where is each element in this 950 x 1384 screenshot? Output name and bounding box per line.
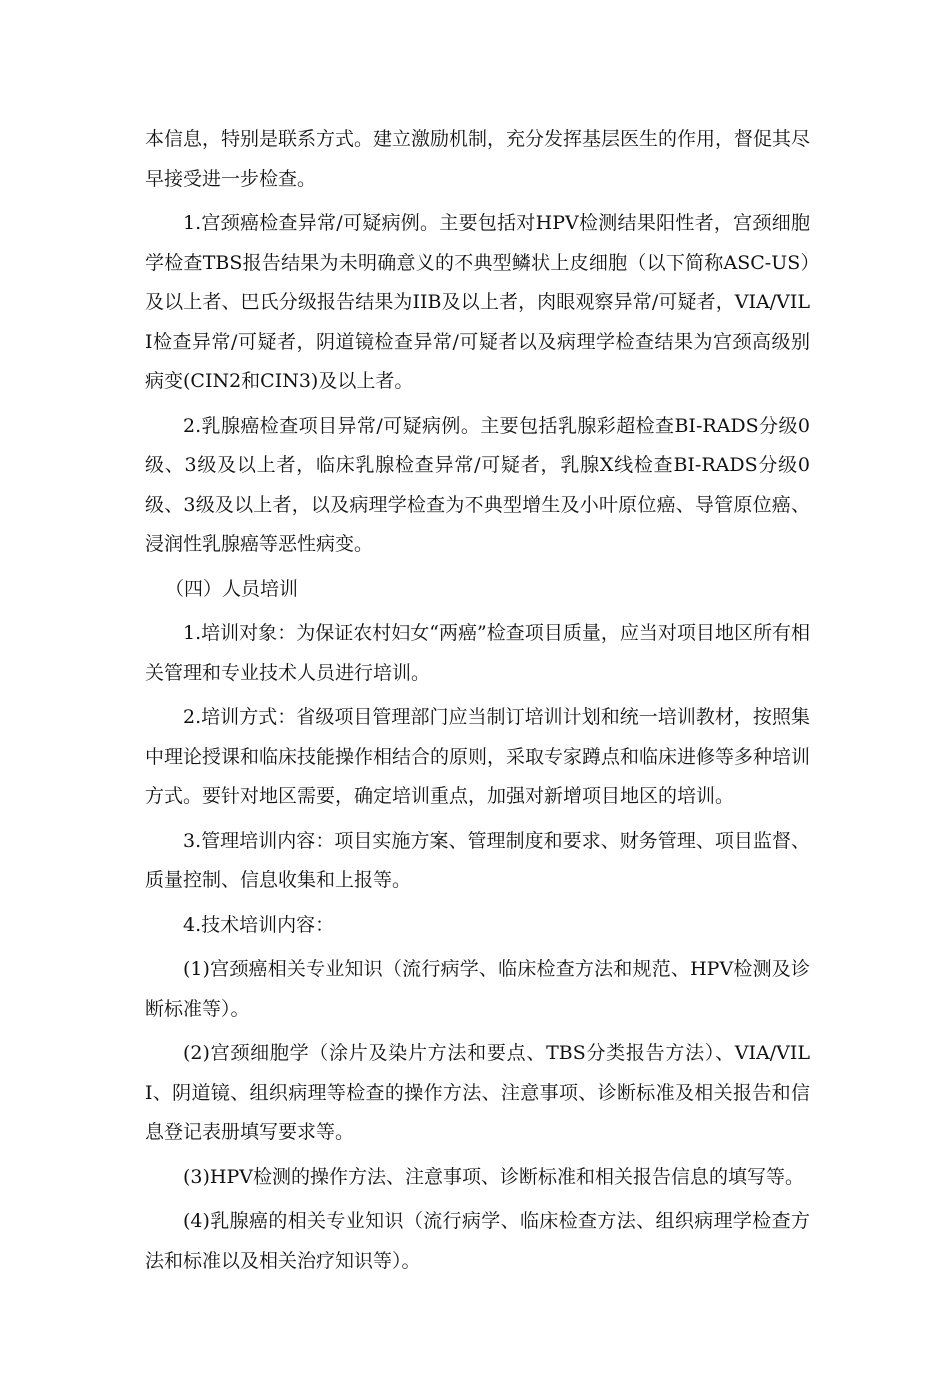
list-item-cervical-knowledge: (1)宫颈癌相关专业知识（流行病学、临床检查方法和规范、HPV检测及诊断标准等）。 <box>145 958 810 1020</box>
paragraph-contact-info: 本信息，特别是联系方式。建立激励机制，充分发挥基层医生的作用，督促其尽早接受进一步检查。 <box>145 128 811 190</box>
list-item-cervical-cytology: (2)宫颈细胞学（涂片及染片方法和要点、TBS分类报告方法）、VIA/VILI、阴道镜、组织病理等检查的操作方法、注意事项、诊断标准及相关报告和信息登记表册填写要求等。 <box>145 1042 810 1143</box>
section-heading-staff-training: （四）人员培训 <box>165 577 299 600</box>
list-item-breast-knowledge: (4)乳腺癌的相关专业知识（流行病学、临床检查方法、组织病理学检查方法和标准以及相关治疗知识等）。 <box>145 1210 810 1272</box>
paragraph-breast-abnormal-cases: 2.乳腺癌检查项目异常/可疑病例。主要包括乳腺彩超检查BI-RADS分级0级、3级及以上者，临床乳腺检查异常/可疑者，乳腺X线检查BI-RADS分级0级、3级及以上者，以及病理学检查为不典型增生及小叶原位癌、导管原位癌、浸润性乳腺癌等恶性病变。 <box>145 414 810 555</box>
paragraph-management-training: 3.管理培训内容：项目实施方案、管理制度和要求、财务管理、项目监督、质量控制、信息收集和上报等。 <box>145 829 810 891</box>
paragraph-training-targets: 1.培训对象：为保证农村妇女“两癌”检查项目质量，应当对项目地区所有相关管理和专业技术人员进行培训。 <box>145 622 810 684</box>
document-body <box>145 120 810 1286</box>
paragraph-technical-training: 4.技术培训内容： <box>183 913 335 936</box>
paragraph-cervical-abnormal-cases: 1.宫颈癌检查异常/可疑病例。主要包括对HPV检测结果阳性者，宫颈细胞学检查TBS报告结果为未明确意义的不典型鳞状上皮细胞（以下简称ASC-US）及以上者、巴氏分级报告结果为IIB及以上者，肉眼观察异常/可疑者，VIA/VILI检查异常/可疑者，阴道镜检查异常/可疑者以及病理学检查结果为宫颈高级别病变(CIN2和CIN3)及以上者。 <box>145 212 810 392</box>
paragraph-training-methods: 2.培训方式：省级项目管理部门应当制订培训计划和统一培训教材，按照集中理论授课和临床技能操作相结合的原则，采取专家蹲点和临床进修等多种培训方式。要针对地区需要，确定培训重点，加强对新增项目地区的培训。 <box>145 706 811 807</box>
list-item-hpv-testing: (3)HPV检测的操作方法、注意事项、诊断标准和相关报告信息的填写等。 <box>183 1165 804 1188</box>
